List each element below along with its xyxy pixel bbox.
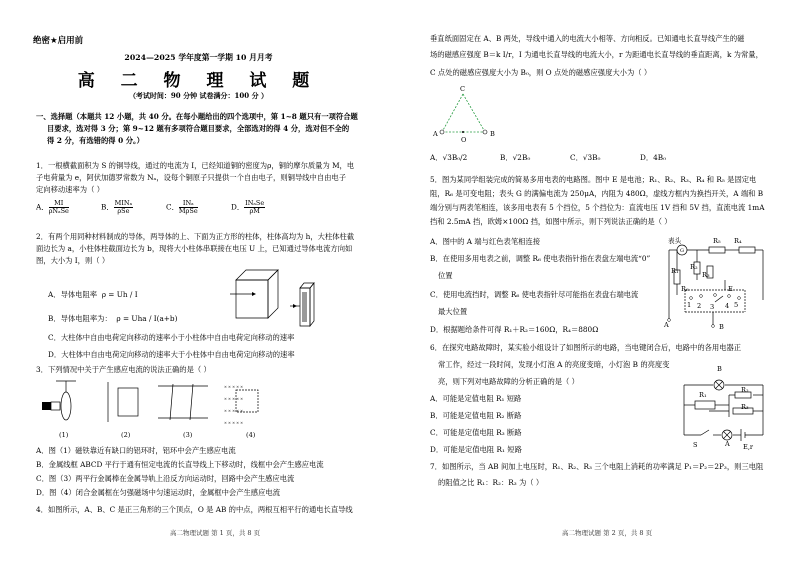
q3-induction-figures (38, 378, 288, 426)
q2-text: 图，大小为 I，则（ ） (36, 256, 110, 265)
q6-circuit-figure (679, 365, 769, 445)
q5-option-a[interactable]: A．图中的 A 端与红色表笔相连接 (430, 237, 541, 246)
q6-label-r3: R₃ (741, 403, 749, 411)
q1-text: 1．一根横截面积为 S 的铜导线，通过的电流为 I，已经知道铜的密度为ρ，铜的摩尔质量为 M，电 (36, 161, 355, 170)
page-2 (397, 0, 794, 561)
q5-label-e: E (728, 285, 733, 293)
q3-option-d[interactable]: D．图（4）闭合金属框在匀强磁场中匀速运动时，金属框中会产生感应电流 (36, 488, 280, 497)
q1-option-b[interactable]: B． $\frac{\text{MINₐ}}{\text{ρSe}}$ (101, 199, 133, 215)
q5-label-meter: 表头 (668, 237, 682, 245)
q3-option-b[interactable]: B．金属线框 ABCD 平行于通有恒定电流的长直导线上下移动时，线框中会产生感应电流 (36, 460, 324, 469)
q5-label-3: 3 (710, 303, 715, 311)
q5-text: 阻，R₆ 是可变电阻；表头 G 的满偏电流为 250μA，内阻为 480Ω，虚线方框内为换挡开关，A 端和 B (430, 189, 764, 198)
q5-option-b[interactable]: B．在使用多用电表之前，调整 R₆ 使电表指针指在表盘左端电流“0” (430, 254, 651, 263)
secret-label: 绝密★启用前 (33, 36, 84, 46)
q5-text: 5．图为某同学组装完成的简易多用电表的电路图。图中 E 是电池；R₁、R₂、R₃、R₄ 和 R₅ 是固定电 (430, 175, 757, 184)
q5-option-b-cont: 位置 (438, 271, 453, 280)
q5-option-c[interactable]: C．使用电流挡时，调整 R₆ 使电表指针尽可能指在表盘右端电流 (430, 290, 639, 299)
exam-info: （考试时间：90 分钟 试卷满分：100 分 ） (128, 91, 269, 100)
q6-label-lamp-b: B (717, 365, 722, 373)
q5-text: 端分别与两表笔相连，该多用电表有 5 个挡位，5 个挡位为：直流电压 1V 挡和 5V 挡，直流电流 1mA (430, 203, 765, 212)
q3-text: 3．下列情况中关于产生感应电流的说法正确的是（ ） (36, 365, 211, 374)
q5-option-c-cont: 最大位置 (438, 307, 468, 316)
q4-option-a[interactable]: A．√3B₀/2 (430, 153, 468, 162)
q4-text: C 点处的磁感应强度大小为 B₀，则 O 点处的磁感应强度大小为（ ） (430, 68, 652, 77)
q2-option-c[interactable]: C．大柱体中自由电荷定向移动的速率小于小柱体中自由电荷定向移动的速率 (48, 333, 295, 342)
q4-option-b[interactable]: B．√2B₀ (500, 153, 531, 162)
q3-fig-label: (3) (183, 431, 193, 439)
q6-label-battery: E,r (743, 443, 754, 451)
q4-label-o: O (461, 136, 467, 144)
q6-label-r1: R₁ (699, 391, 707, 399)
q5-label-r5: R₅ (713, 237, 721, 245)
q7-text: 7．如图所示，当 AB 间加上电压时，R₁、R₂、R₃ 三个电阻上消耗的功率满足 P₁＝P₂＝2P₃，则三电阻 (430, 462, 764, 471)
q5-label-r3: R₃ (702, 271, 710, 279)
q5-label-b: B (719, 323, 724, 331)
q6-option-b[interactable]: B．可能是定值电阻 R₂ 断路 (430, 411, 522, 420)
q1-option-d[interactable]: D． $\frac{\text{INₐSe}}{\rho M}$ (231, 199, 265, 215)
q4-label-c: C (460, 85, 466, 93)
q3-option-c[interactable]: C．图（3）两平行金属棒在金属导轨上沿反方向运动时，回路中会产生感应电流 (36, 474, 295, 483)
svg-text:× × × × ×: × × × × × (224, 397, 244, 401)
page-footer: 高二物理试题 第 2 页，共 8 页 (562, 529, 653, 537)
section-line: 一、选择题（本题共 12 小题，共 40 分。在每小题给出的四个选项中，第 1~8 题只有一项符合题 (36, 112, 358, 121)
q6-option-d[interactable]: D．可能是定值电阻 R₁ 短路 (430, 445, 522, 454)
q5-label-2: 2 (697, 302, 702, 310)
exam-subtitle: 2024—2025 学年度第一学期 10 月月考 (124, 53, 273, 62)
q1-text: 定向移动速率为（ ） (36, 185, 104, 194)
q2-text: 面边长为 a，小柱体柱截面边长为 b，现将大小柱体串联接在电压 U 上，已知通过导体电流方向如 (36, 244, 353, 253)
q4-label-a: A (433, 130, 438, 138)
q4-option-c[interactable]: C．√3B₀ (570, 153, 601, 162)
q6-label-lamp-a: A (725, 440, 730, 448)
q3-option-a[interactable]: A．图（1）磁铁靠近有缺口的铝环时，铝环中会产生感应电流 (36, 446, 236, 455)
q5-label-r1: R₁ (671, 267, 679, 275)
q3-fig-label: (1) (59, 431, 69, 439)
page-footer: 高二物理试题 第 1 页，共 8 页 (170, 529, 261, 537)
q5-label-1: 1 (687, 301, 692, 309)
q1-option-a[interactable]: A． $\frac{MI}{\text{ρNₐSe}}$ (36, 199, 69, 215)
svg-text:× × × × ×: × × × × × (224, 409, 244, 413)
q2-option-a[interactable]: A．导体电阻率 ρ = Uh / I (48, 290, 138, 299)
q5-label-r4: R₄ (734, 237, 742, 245)
q2-option-d[interactable]: D．大柱体中自由电荷定向移动的速率大于小柱体中自由电荷定向移动的速率 (48, 350, 295, 359)
q5-text: 挡和 2.5mA 挡，欧姆×100Ω 挡，如图中所示，则下列说法正确的是（ ） (430, 217, 672, 226)
q5-label-5: 5 (734, 301, 739, 309)
q6-text: 亮，则下列对电路故障的分析正确的是（ ） (438, 377, 579, 386)
q2-text: 2．有两个用同种材料制成的导体，两导体的上、下面为正方形的柱体，柱体高均为 h，大柱体柱截 (36, 232, 355, 241)
q6-option-a[interactable]: A．可能是定值电阻 R₁ 短路 (430, 394, 522, 403)
svg-text:G: G (680, 248, 684, 254)
q5-label-4: 4 (725, 302, 730, 310)
q7-text: 的阻值之比 R₁：R₂：R₃ 为（ ） (438, 478, 544, 487)
q4-label-b: B (490, 130, 495, 138)
exam-title: 高 二 物 理 试 题 (77, 71, 320, 91)
svg-text:× × × × ×: × × × × × (224, 421, 244, 425)
q3-fig-label: (2) (121, 431, 131, 439)
q2-prism-figure (230, 266, 340, 332)
q4-text: 4．如图所示，A、B、C 是正三角形的三个顶点，O 是 AB 的中点，两根互相平行的通电长直导线 (36, 505, 353, 514)
q2-option-b[interactable]: B．导体电阻率为： ρ = Uha / I(a+b) (48, 314, 178, 323)
q1-option-c[interactable]: C． $\frac{\text{INₐ}}{\text{MρSe}}$ (166, 199, 198, 215)
section-line: 目要求，选对得 3 分；第 9~12 题有多项符合题目要求，全部选对的得 4 分，选对但不全的 (47, 124, 350, 133)
q5-multimeter-circuit (659, 240, 769, 330)
q6-label-switch: S (693, 441, 698, 449)
q6-text: 6．在探究电路故障时，某实验小组设计了如图所示的电路，当电键闭合后，电路中的各用电器正 (430, 343, 742, 352)
q4-text: 场的磁感应强度 B＝k I/r，I 为通电长直导线的电流大小，r 为距通电长直导线的垂直距离，k 为常量， (430, 50, 763, 59)
q5-label-r2: R₂ (690, 263, 698, 271)
q4-text: 垂直纸面固定在 A、B 两处，导线中通入的电流大小相等、方向相反。已知通电长直导线产生的磁 (430, 34, 745, 43)
q5-label-a: A (664, 321, 669, 329)
q6-option-c[interactable]: C．可能是定值电阻 R₃ 断路 (430, 428, 522, 437)
q5-option-d[interactable]: D．根据题给条件可得 R₁＋R₂＝160Ω，R₄＝880Ω (430, 325, 599, 334)
q6-text: 常工作，经过一段时间，发现小灯泡 A 的亮度变暗，小灯泡 B 的亮度变 (438, 360, 670, 369)
q6-label-r2: R₂ (741, 386, 749, 394)
section-line: 得 2 分，有选错的得 0 分。） (47, 136, 144, 145)
svg-text:× × × × ×: × × × × × (224, 385, 244, 389)
q4-option-d[interactable]: D．4B₀ (640, 153, 667, 162)
q5-label-r6: R₆ (681, 285, 689, 293)
q3-fig-label: (4) (246, 431, 256, 439)
q1-text: 子电荷量为 e，阿伏加德罗常数为 Nₐ，设每个铜原子只提供一个自由电子，则铜导线中自由电子 (36, 173, 347, 182)
